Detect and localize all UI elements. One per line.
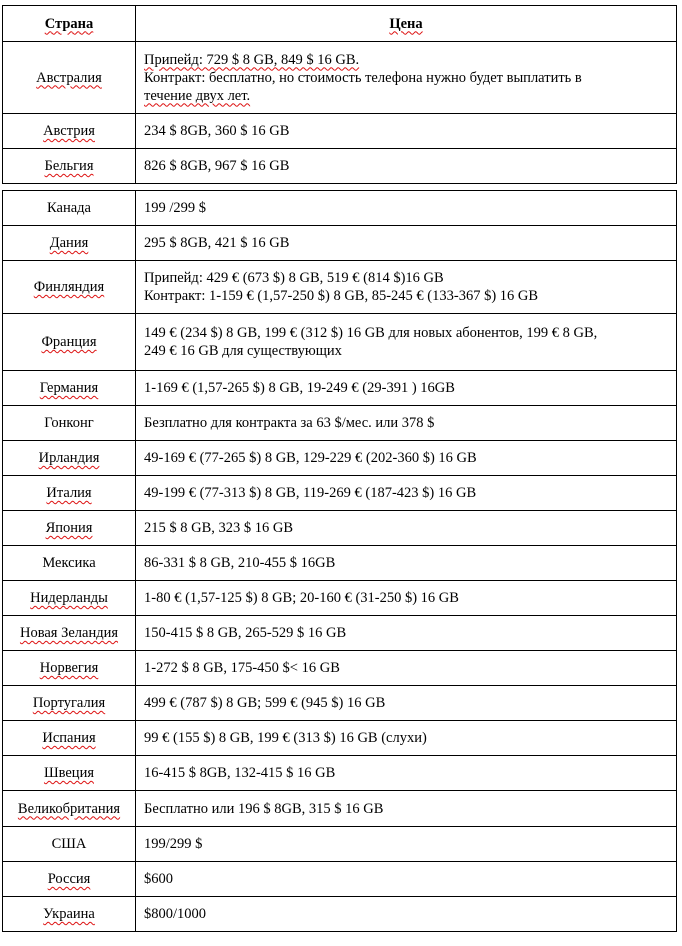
- country-cell: Великобритания: [3, 791, 136, 827]
- table-row: [3, 616, 677, 651]
- country-cell: Швеция: [3, 756, 136, 791]
- table-row: [3, 862, 677, 897]
- table-row: [3, 721, 677, 756]
- price-table-top: [2, 5, 677, 184]
- country-cell: Франция: [3, 314, 136, 371]
- table-row: [3, 791, 677, 827]
- country-cell: Канада: [3, 191, 136, 226]
- country-cell: Испания: [3, 721, 136, 756]
- country-cell: Гонконг: [3, 406, 136, 441]
- table-row: [3, 42, 677, 114]
- price-cell: 16-415 $ 8GB, 132-415 $ 16 GB: [136, 756, 677, 791]
- table-row: [3, 756, 677, 791]
- country-cell: США: [3, 827, 136, 862]
- price-cell: 199/299 $: [136, 827, 677, 862]
- country-cell: Австрия: [3, 114, 136, 149]
- price-cell: 295 $ 8GB, 421 $ 16 GB: [136, 226, 677, 261]
- table-row: [3, 476, 677, 511]
- country-cell: Финляндия: [3, 261, 136, 314]
- header-price: Цена: [136, 6, 677, 42]
- table-row: [3, 651, 677, 686]
- price-cell: 1-169 € (1,57-265 $) 8 GB, 19-249 € (29-391 ) 16GB: [136, 371, 677, 406]
- table-row: [3, 226, 677, 261]
- price-table-bottom: [2, 190, 677, 932]
- price-cell: Бесплатно или 196 $ 8GB, 315 $ 16 GB: [136, 791, 677, 827]
- table-row: [3, 149, 677, 184]
- country-cell: Дания: [3, 226, 136, 261]
- table-row: [3, 827, 677, 862]
- table-row: [3, 897, 677, 932]
- table-row: [3, 546, 677, 581]
- price-cell: 49-199 € (77-313 $) 8 GB, 119-269 € (187-423 $) 16 GB: [136, 476, 677, 511]
- country-cell: Германия: [3, 371, 136, 406]
- price-cell: 826 $ 8GB, 967 $ 16 GB: [136, 149, 677, 184]
- price-cell: $600: [136, 862, 677, 897]
- country-cell: Украина: [3, 897, 136, 932]
- country-cell: Португалия: [3, 686, 136, 721]
- country-cell: Нидерланды: [3, 581, 136, 616]
- price-cell: 49-169 € (77-265 $) 8 GB, 129-229 € (202-360 $) 16 GB: [136, 441, 677, 476]
- price-cell: 199 /299 $: [136, 191, 677, 226]
- country-cell: Новая Зеландия: [3, 616, 136, 651]
- country-cell: Бельгия: [3, 149, 136, 184]
- table-row: [3, 511, 677, 546]
- country-cell: Мексика: [3, 546, 136, 581]
- table-row: [3, 371, 677, 406]
- country-cell: Италия: [3, 476, 136, 511]
- header-country: Страна: [3, 6, 136, 42]
- table-row: [3, 581, 677, 616]
- price-cell: 215 $ 8 GB, 323 $ 16 GB: [136, 511, 677, 546]
- price-cell: 99 € (155 $) 8 GB, 199 € (313 $) 16 GB (слухи): [136, 721, 677, 756]
- price-cell: Припейд: 729 $ 8 GB, 849 $ 16 GB. Контракт: бесплатно, но стоимость телефона нужно будет выплатить в течение двух лет.: [136, 42, 677, 114]
- table-row: [3, 114, 677, 149]
- price-cell: 149 € (234 $) 8 GB, 199 € (312 $) 16 GB для новых абонентов, 199 € 8 GB, 249 € 16 GB для существующих: [136, 314, 677, 371]
- table-row: [3, 406, 677, 441]
- price-cell: 1-80 € (1,57-125 $) 8 GB; 20-160 € (31-250 $) 16 GB: [136, 581, 677, 616]
- price-cell: $800/1000: [136, 897, 677, 932]
- table-row: [3, 314, 677, 371]
- price-cell: 1-272 $ 8 GB, 175-450 $< 16 GB: [136, 651, 677, 686]
- table-row: [3, 261, 677, 314]
- country-cell: Россия: [3, 862, 136, 897]
- price-cell: 499 € (787 $) 8 GB; 599 € (945 $) 16 GB: [136, 686, 677, 721]
- table-row: [3, 191, 677, 226]
- country-cell: Австралия: [3, 42, 136, 114]
- price-cell: Безплатно для контракта за 63 $/мес. или 378 $: [136, 406, 677, 441]
- table-row: [3, 686, 677, 721]
- country-cell: Ирландия: [3, 441, 136, 476]
- price-cell: Припейд: 429 € (673 $) 8 GB, 519 € (814 $)16 GB Контракт: 1-159 € (1,57-250 $) 8 GB, 85-245 € (133-367 $) 16 GB: [136, 261, 677, 314]
- country-cell: Норвегия: [3, 651, 136, 686]
- table-row: [3, 441, 677, 476]
- price-cell: 234 $ 8GB, 360 $ 16 GB: [136, 114, 677, 149]
- price-cell: 86-331 $ 8 GB, 210-455 $ 16GB: [136, 546, 677, 581]
- table-header-row: [3, 6, 677, 42]
- country-cell: Япония: [3, 511, 136, 546]
- price-cell: 150-415 $ 8 GB, 265-529 $ 16 GB: [136, 616, 677, 651]
